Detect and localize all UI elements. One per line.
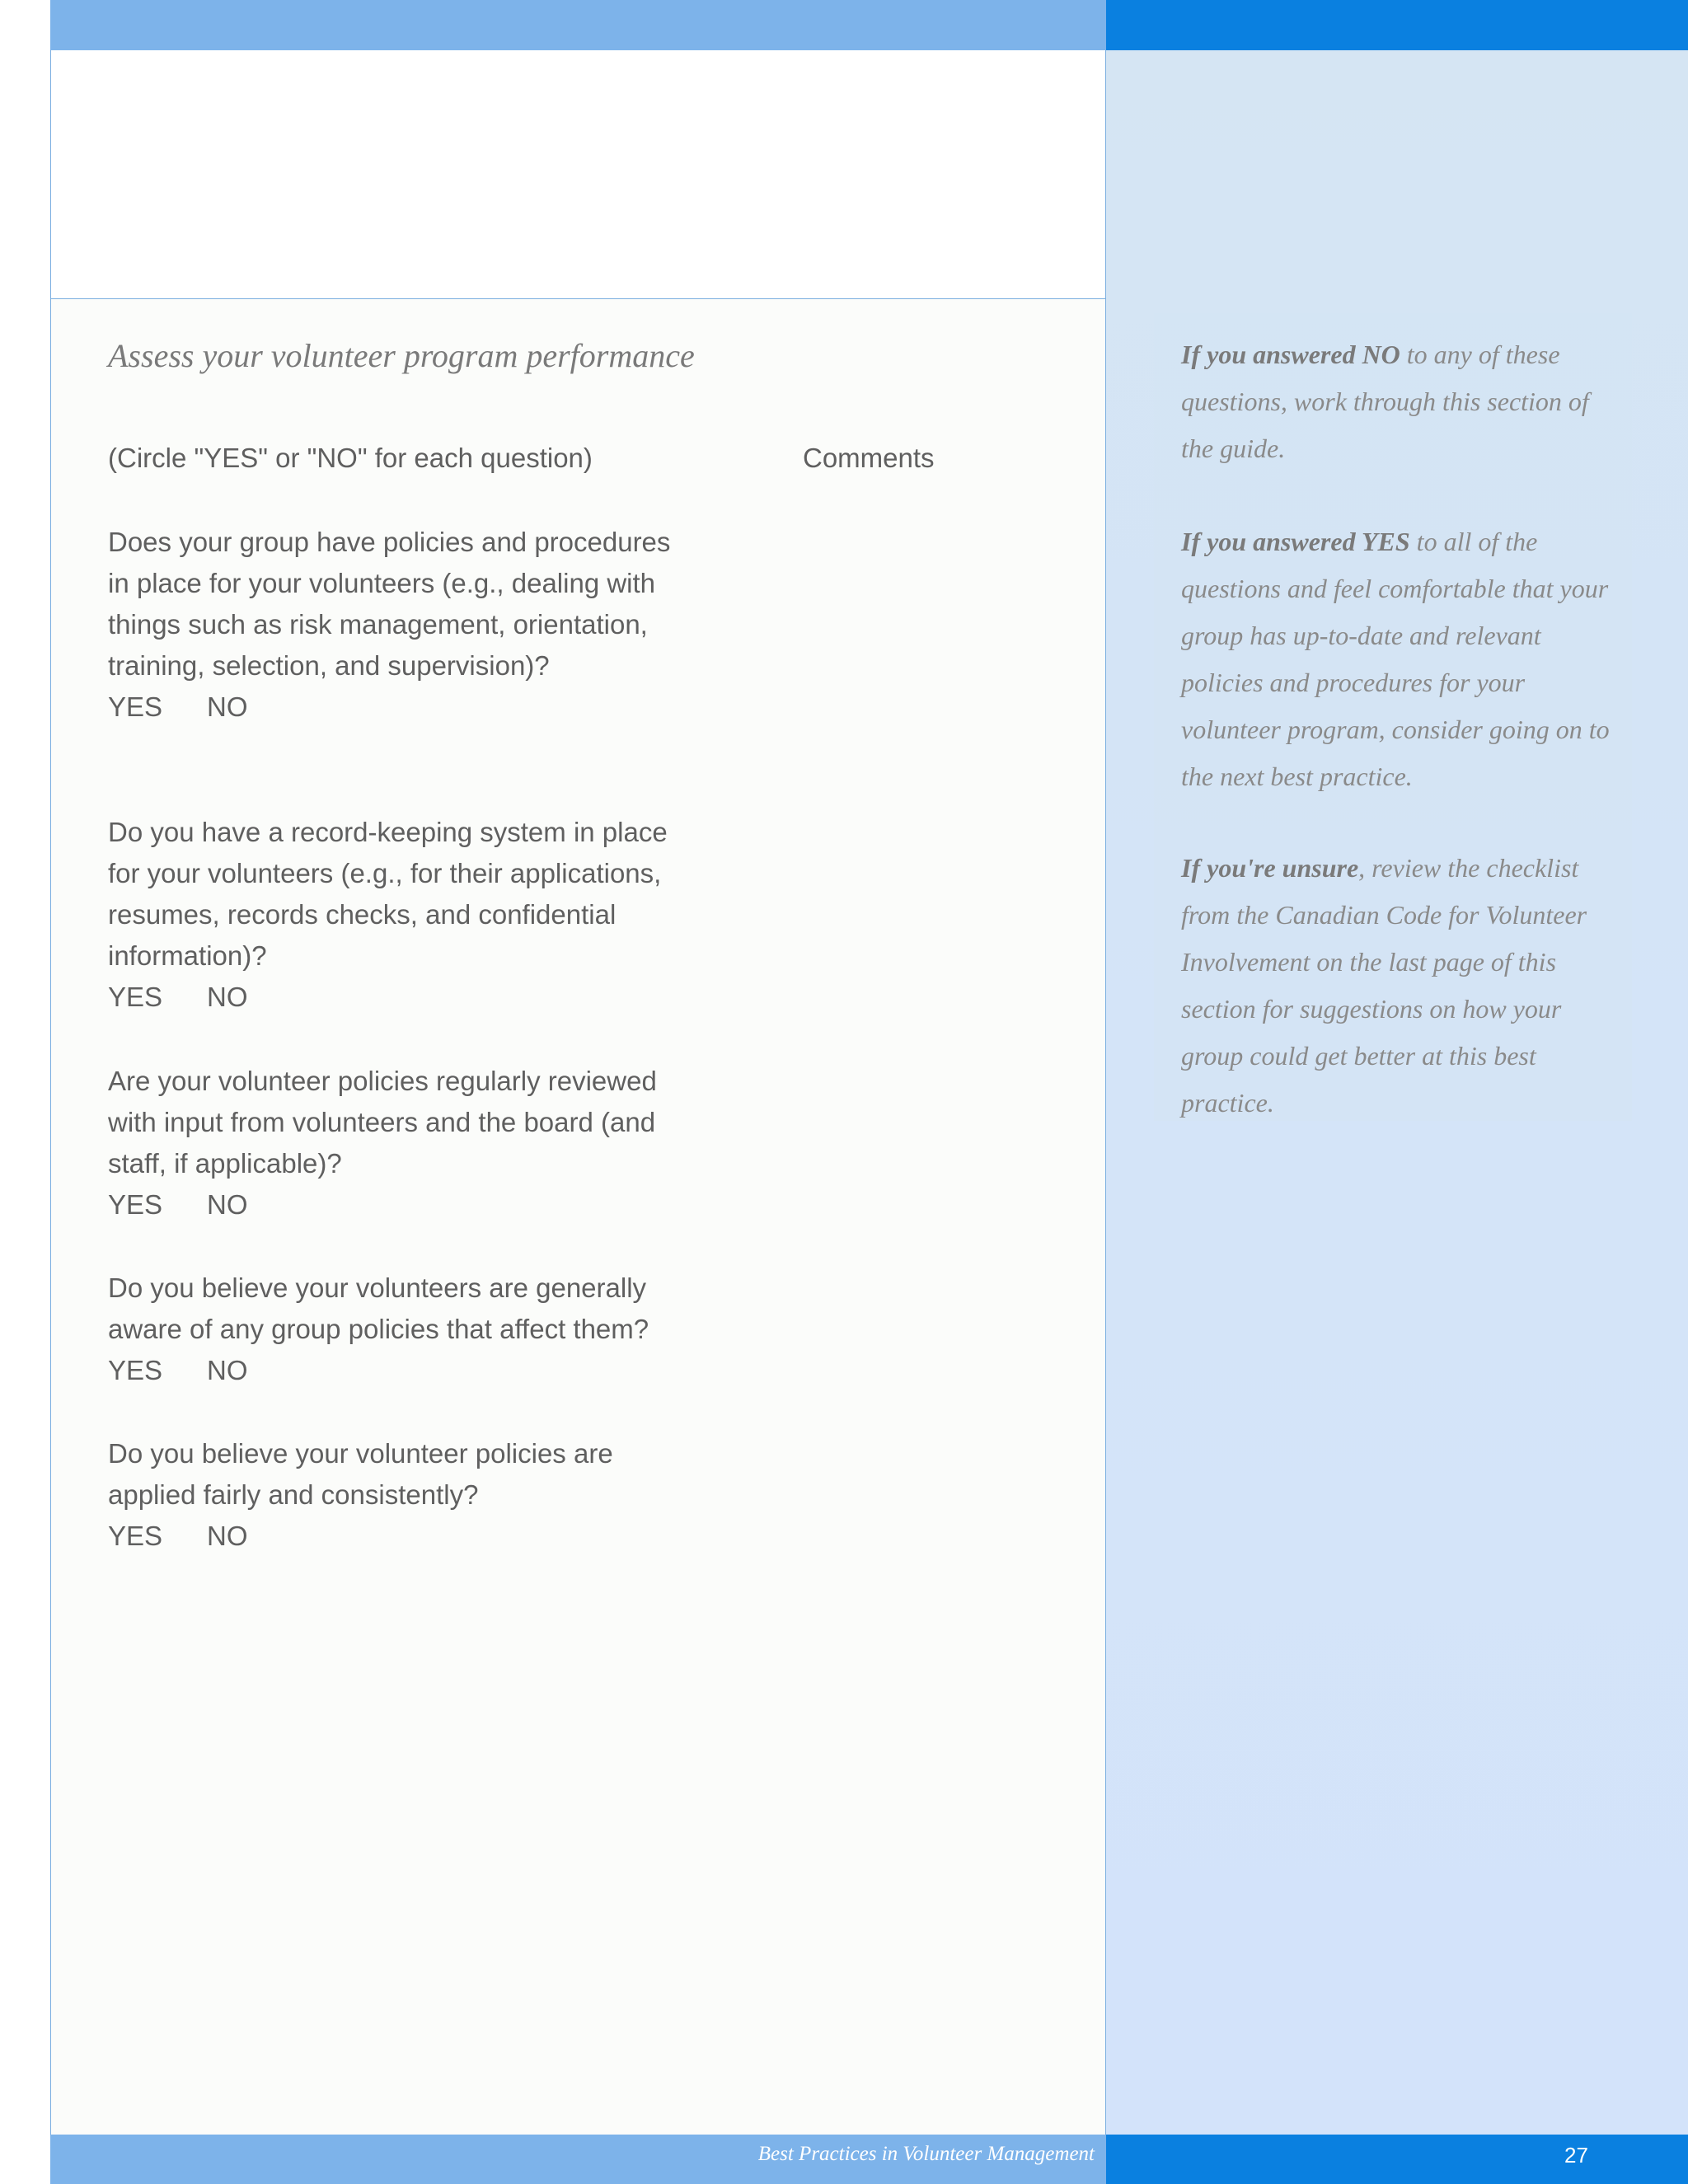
answer-options — [108, 1184, 685, 1226]
section-title: Assess your volunteer program performance — [108, 337, 695, 374]
question-text: Do you believe your volunteers are generally aware of any group policies that affect them? — [108, 1272, 649, 1344]
yes-option[interactable]: YES — [108, 691, 163, 722]
question-text: Are your volunteer policies regularly reviewed with input from volunteers and the board (and staff, if applicable)? — [108, 1066, 657, 1179]
sidebar-block-no — [1181, 331, 1626, 472]
sidebar-lead: If you're unsure — [1181, 853, 1359, 883]
question-5 — [108, 1433, 685, 1557]
question-text: Do you believe your volunteer policies are applied fairly and consistently? — [108, 1438, 613, 1510]
answer-options — [108, 1516, 685, 1557]
header-bar-dark — [1106, 0, 1688, 50]
sidebar-lead: If you answered YES — [1181, 527, 1410, 556]
yes-option[interactable]: YES — [108, 1521, 163, 1551]
sidebar-body: to all of the questions and feel comfortable that your group has up-to-date and relevant policies and procedures for your volunteer program, consider going on to the next best practice. — [1181, 527, 1610, 791]
answer-options — [108, 687, 685, 728]
answer-options — [108, 1350, 685, 1391]
question-1 — [108, 522, 685, 728]
no-option[interactable]: NO — [207, 1355, 248, 1385]
sidebar-block-yes — [1181, 518, 1626, 800]
sidebar-body: , review the checklist from the Canadian Code for Volunteer Involvement on the last page of this section for suggestions on how your group could get better at this best practice. — [1181, 853, 1587, 1118]
no-option[interactable]: NO — [207, 982, 248, 1012]
question-text: Does your group have policies and procedures in place for your volunteers (e.g., dealing with things such as risk management, orientation, training, selection, and supervision)? — [108, 527, 671, 681]
sidebar-lead: If you answered NO — [1181, 340, 1400, 369]
yes-option[interactable]: YES — [108, 982, 163, 1012]
question-4 — [108, 1268, 685, 1391]
question-3 — [108, 1061, 685, 1226]
comments-column-label: Comments — [803, 443, 935, 473]
instruction-text: (Circle "YES" or "NO" for each question) — [108, 443, 593, 473]
no-option[interactable]: NO — [207, 1521, 248, 1551]
header-bar-light — [50, 0, 1106, 50]
no-option[interactable]: NO — [207, 691, 248, 722]
answer-options — [108, 977, 685, 1018]
yes-option[interactable]: YES — [108, 1189, 163, 1220]
no-option[interactable]: NO — [207, 1189, 248, 1220]
sidebar-body: to any of these questions, work through this section of the guide. — [1181, 340, 1589, 463]
yes-option[interactable]: YES — [108, 1355, 163, 1385]
footer-publication-title: Best Practices in Volunteer Management — [757, 2143, 1095, 2165]
question-text: Do you have a record-keeping system in place for your volunteers (e.g., for their applications, resumes, records checks, and confidential information)? — [108, 817, 668, 971]
page-number: 27 — [1564, 2143, 1588, 2168]
question-2 — [108, 812, 685, 1018]
sidebar-block-unsure — [1181, 845, 1626, 1127]
footer-bar-dark — [1106, 2135, 1688, 2184]
